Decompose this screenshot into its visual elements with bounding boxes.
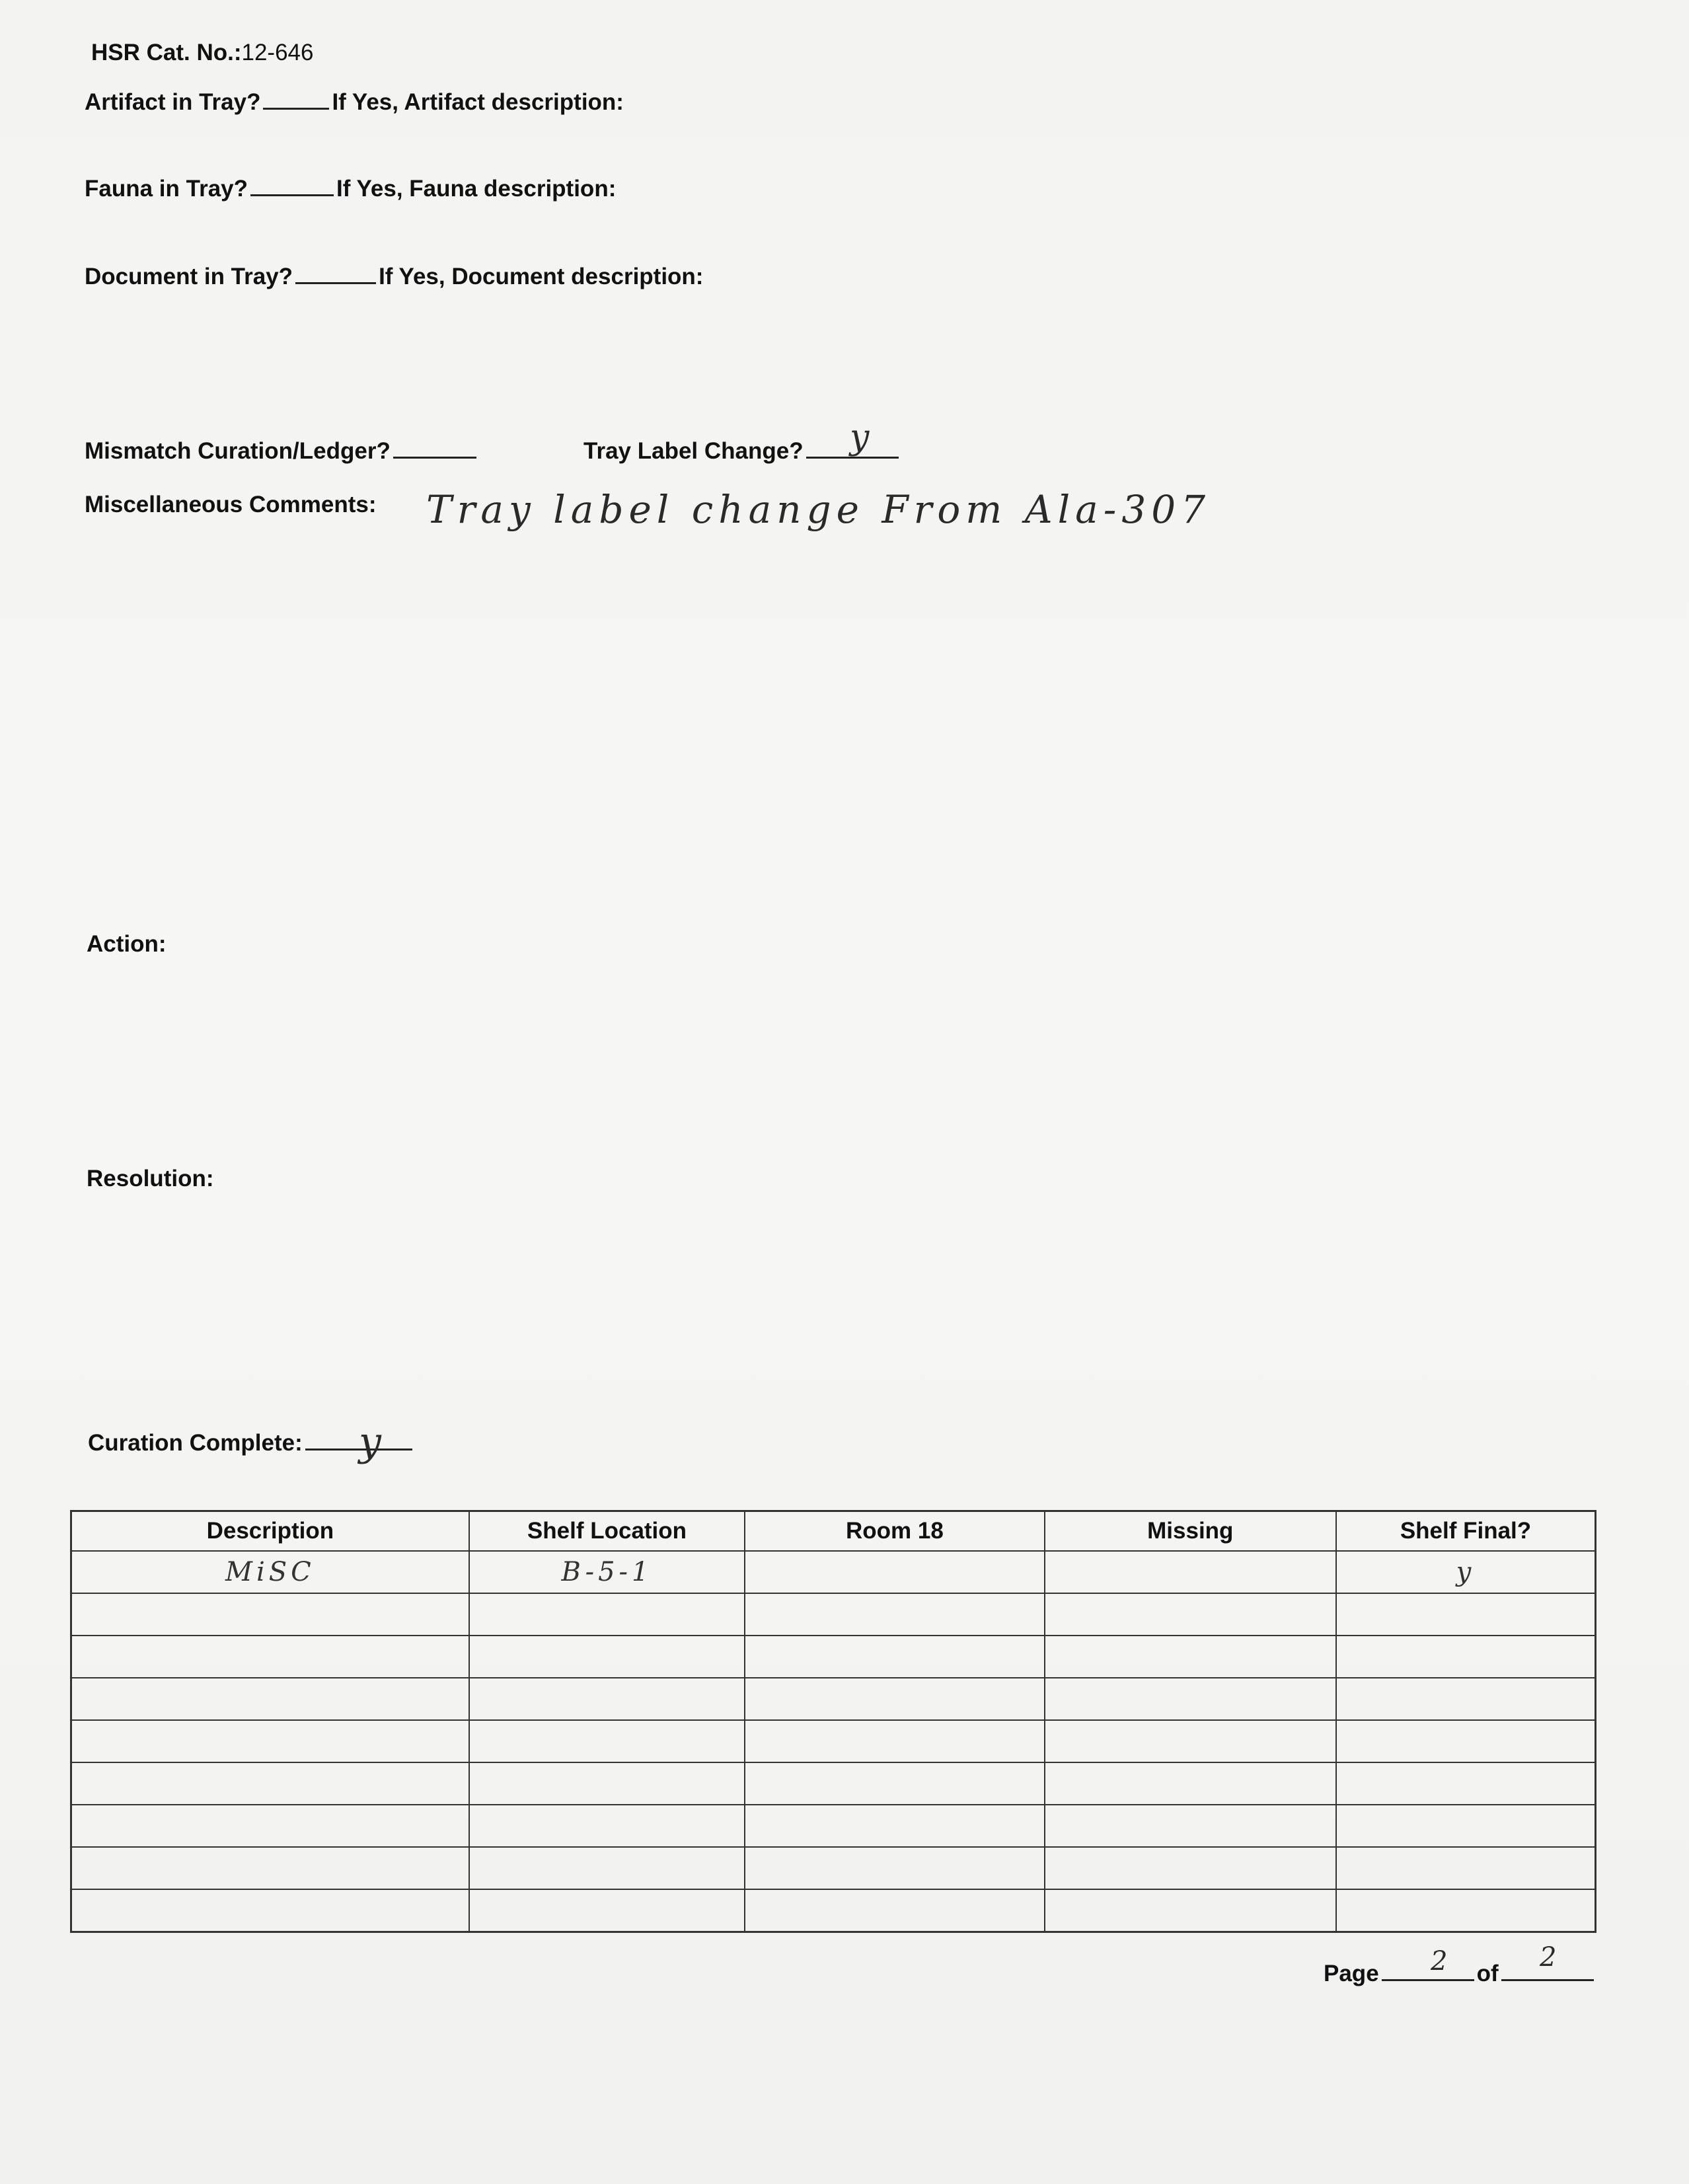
table-row [71, 1551, 1596, 1593]
table-cell[interactable] [71, 1678, 469, 1720]
table-cell[interactable] [71, 1593, 469, 1636]
table-cell[interactable] [71, 1636, 469, 1678]
table-cell[interactable] [71, 1762, 469, 1805]
page-label: Page [1324, 1961, 1379, 1986]
page-number-handwritten: 2 [1431, 1946, 1452, 1977]
table-cell[interactable] [1045, 1847, 1336, 1889]
curation-table [70, 1510, 1596, 1933]
table-row [71, 1720, 1596, 1762]
resolution-label: Resolution: [87, 1166, 214, 1191]
table-cell[interactable] [71, 1805, 469, 1847]
catalog-number-label: HSR Cat. No.: [91, 40, 242, 65]
table-cell[interactable] [469, 1720, 745, 1762]
document-row [85, 262, 703, 288]
of-label: of [1476, 1961, 1499, 1986]
table-cell[interactable] [1045, 1678, 1336, 1720]
tray-label-change-handwritten: y [850, 418, 874, 457]
table-row [71, 1636, 1596, 1678]
table-cell[interactable] [745, 1847, 1044, 1889]
table-header-row [71, 1511, 1596, 1552]
table-row [71, 1762, 1596, 1805]
fauna-blank[interactable] [250, 174, 334, 196]
table-cell[interactable] [1336, 1762, 1596, 1805]
misc-comments-label: Miscellaneous Comments: [85, 492, 377, 517]
mismatch-label: Mismatch Curation/Ledger? [85, 438, 391, 464]
fauna-desc-label: If Yes, Fauna description: [336, 176, 617, 202]
column-header-missing: Missing [1045, 1511, 1336, 1552]
table-cell[interactable] [71, 1847, 469, 1889]
table-cell[interactable] [1336, 1720, 1596, 1762]
table-cell[interactable] [745, 1889, 1044, 1932]
table-cell[interactable] [1045, 1551, 1336, 1593]
table-cell[interactable] [745, 1720, 1044, 1762]
table-cell[interactable] [1045, 1762, 1336, 1805]
table-cell[interactable] [1045, 1889, 1336, 1932]
curation-complete-label: Curation Complete: [88, 1430, 303, 1456]
artifact-desc-label: If Yes, Artifact description: [332, 89, 624, 115]
table-cell[interactable] [1045, 1720, 1336, 1762]
fauna-row [85, 174, 616, 200]
document-desc-label: If Yes, Document description: [379, 264, 704, 289]
table-row [71, 1593, 1596, 1636]
column-header-shelf-location: Shelf Location [469, 1511, 745, 1552]
table-cell[interactable] [469, 1593, 745, 1636]
table-cell[interactable] [469, 1889, 745, 1932]
table-row [71, 1678, 1596, 1720]
table-cell[interactable] [469, 1762, 745, 1805]
table-cell[interactable] [1336, 1678, 1596, 1720]
column-header-room-18: Room 18 [745, 1511, 1044, 1552]
table-cell[interactable] [745, 1593, 1044, 1636]
table-cell[interactable] [469, 1847, 745, 1889]
table-cell[interactable] [1336, 1805, 1596, 1847]
table-cell[interactable] [1336, 1636, 1596, 1678]
document-label: Document in Tray? [85, 264, 293, 289]
mismatch-row [85, 437, 479, 463]
action-label: Action: [87, 931, 167, 957]
column-header-description: Description [71, 1511, 469, 1552]
column-header-shelf-final: Shelf Final? [1336, 1511, 1596, 1552]
table-cell[interactable] [745, 1805, 1044, 1847]
artifact-label: Artifact in Tray? [85, 89, 261, 115]
table-cell[interactable] [745, 1678, 1044, 1720]
catalog-number-value: 12-646 [241, 40, 314, 65]
table-row [71, 1889, 1596, 1932]
artifact-blank[interactable] [263, 88, 329, 110]
table-cell[interactable]: B-5-1 [469, 1551, 745, 1593]
table-row [71, 1805, 1596, 1847]
table-cell[interactable]: y [1336, 1551, 1596, 1593]
table-cell[interactable] [71, 1889, 469, 1932]
curation-complete-handwritten: y [359, 1419, 385, 1465]
table-cell[interactable] [1045, 1805, 1336, 1847]
artifact-row [85, 88, 624, 114]
table-cell[interactable] [469, 1636, 745, 1678]
table-cell[interactable] [1045, 1593, 1336, 1636]
table-cell[interactable] [469, 1805, 745, 1847]
fauna-label: Fauna in Tray? [85, 176, 248, 202]
table-cell[interactable] [469, 1678, 745, 1720]
table-cell[interactable] [1336, 1593, 1596, 1636]
table-row [71, 1847, 1596, 1889]
table-cell[interactable] [71, 1720, 469, 1762]
page-total-handwritten: 2 [1540, 1942, 1561, 1973]
misc-comments-handwritten: Tray label change From Ala-307 [426, 487, 1211, 532]
tray-label-change-label: Tray Label Change? [583, 438, 804, 464]
table-cell[interactable] [1336, 1847, 1596, 1889]
table-cell[interactable] [1336, 1889, 1596, 1932]
table-cell[interactable] [745, 1762, 1044, 1805]
document-blank[interactable] [295, 262, 376, 284]
page-blank[interactable] [1382, 1959, 1474, 1981]
mismatch-blank[interactable] [393, 437, 476, 459]
table-cell[interactable]: MiSC [71, 1551, 469, 1593]
table-cell[interactable] [1045, 1636, 1336, 1678]
table-cell[interactable] [745, 1636, 1044, 1678]
catalog-number [91, 41, 313, 64]
table-cell[interactable] [745, 1551, 1044, 1593]
